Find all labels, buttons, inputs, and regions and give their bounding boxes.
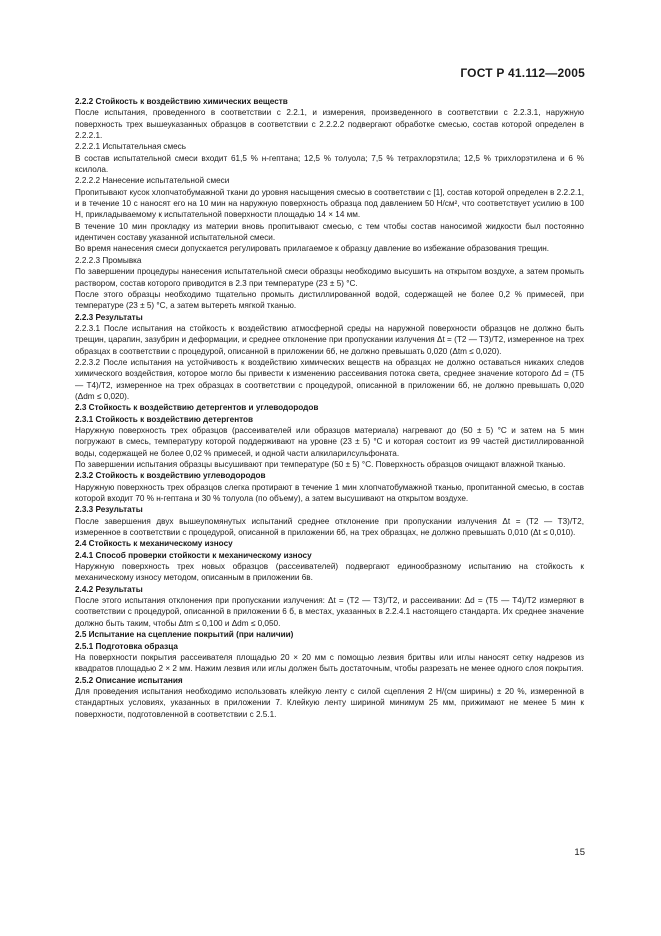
paragraph: После этого образцы необходимо тщательно промыть дистиллированной водой, содержащей не более 0,2 % примесей, при температуре (23 ± 5) °С, а затем вытереть мягкой тканью. bbox=[75, 289, 584, 311]
subsection-heading: 2.2.2.2 Нанесение испытательной смеси bbox=[75, 176, 230, 186]
paragraph: Пропитывают кусок хлопчатобумажной ткани до уровня насыщения смесью в соответствии с [1], состав которой определен в 2.2.2.1, и в течение 10 с наносят его на 10 мин на наружную поверхность образца под давлением 50 Н/см², что соответствует усилию в 100 Н, прикладываемому к испытательной поверхности площадью 14 × 14 мм. bbox=[75, 187, 584, 220]
paragraph: По завершении процедуры нанесения испытательной смеси образцы необходимо высушить на открытом воздухе, а затем промыть раствором, состав которого приводится в 2.3 при температуре (23 ± 5) °С. bbox=[75, 267, 584, 288]
paragraph: Во время нанесения смеси допускается регулировать прилагаемое к образцу давление во избежание образования трещин. bbox=[75, 244, 550, 254]
section-heading: 2.3.3 Результаты bbox=[75, 505, 143, 515]
section-heading: 2.4.1 Способ проверки стойкости к механическому износу bbox=[75, 550, 312, 560]
section-heading: 2.4.2 Результаты bbox=[75, 584, 143, 594]
paragraph: После этого испытания отклонения при пропускании излучения: Δt = (T2 — T3)/T2, и рассеивании: Δd = (T5 — T4)/T2 измеряют в соответствии с процедурой, описанной в приложении 6 б, в местах, указанных в 2.2.4.1 настоящего стандарта. Их среднее значение должно быть таким, чтобы Δtm ≤ 0,100 и Δdm ≤ 0,050. bbox=[75, 596, 584, 628]
paragraph: По завершении испытания образцы высушивают при температуре (50 ± 5) °С. Поверхность образцов очищают влажной тканью. bbox=[75, 460, 566, 469]
paragraph: 2.2.3.2 После испытания на устойчивость к воздействию химических веществ на образцах не должно оставаться никаких следов химического воздействия, которое могло бы привести к изменению рассеивания потока света, среднее значение которого Δd = (T5 — T4)/T2, измеренное на трех образцах в соответствии с процедурой, описанной в приложении 6б, не должно превышать 0,020 (Δdm ≤ 0,020). bbox=[75, 357, 584, 401]
section-heading: 2.3.2 Стойкость к воздействию углеводородов bbox=[75, 471, 266, 481]
section-heading: 2.3.1 Стойкость к воздействию детергентов bbox=[75, 414, 254, 424]
paragraph: Наружную поверхность трех новых образцов (рассеивателей) подвергают единообразному испытанию на стойкость к механическому износу методом, описанным в приложении 6в. bbox=[75, 562, 584, 583]
paragraph: На поверхности покрытия рассеивателя площадью 20 × 20 мм с помощью лезвия бритвы или иглы наносят сетку надрезов из квадратов площадью 2 × 2 мм. Нажим лезвия или иглы должен быть достаточным, чтобы разрезать не менее одного слоя покрытия. bbox=[75, 652, 584, 674]
paragraph: После завершения двух вышеупомянутых испытаний среднее отклонение при пропускании излучения Δt = (T2 — T3)/T2, измеренное в соответствии с процедурой, описанной в приложении 6б, на трех образцах, не должно превышать 0,010 (Δt ≤ 0,010). bbox=[75, 516, 584, 538]
paragraph: В течение 10 мин прокладку из материи вновь пропитывают смесью, с тем чтобы состав наносимой жидкости был постоянно идентичен составу указанной испытательной смеси. bbox=[75, 221, 584, 243]
subsection-heading: 2.2.2.1 Испытательная смесь bbox=[75, 142, 187, 152]
section-heading: 2.2.3 Результаты bbox=[75, 312, 143, 322]
body-text bbox=[75, 96, 584, 720]
section-heading: 2.4 Стойкость к механическому износу bbox=[75, 539, 233, 549]
page-number: 15 bbox=[574, 847, 585, 858]
section-heading: 2.5.1 Подготовка образца bbox=[75, 641, 178, 651]
section-heading: 2.5 Испытание на сцепление покрытий (при наличии) bbox=[75, 630, 294, 640]
standard-id: ГОСТ Р 41.112—2005 bbox=[460, 66, 585, 80]
paragraph: Для проведения испытания необходимо использовать клейкую ленту с силой сцепления 2 Н/(см ширины) ± 20 %, измеренной в стандартных условиях, указанных в приложении 7. Клейкую ленту шириной минимум 25 мм, прижимают не менее 5 мин к поверхности, подготовленной в соответствии с 2.5.1. bbox=[75, 686, 584, 719]
paragraph: Наружную поверхность трех образцов (рассеивателей или образцов материала) нагревают до (50 ± 5) °С и затем на 5 мин погружают в смесь, температуру которой поддерживают на уровне (23 ± 5) °С и которая состоит из 99 частей дистиллированной воды, содержащей не более 0,02 % примесей, и одной части алкиларилсульфоната. bbox=[75, 425, 584, 458]
paragraph: После испытания, проведенного в соответствии с 2.2.1, и измерения, произведенного в соответствии с 2.2.3.1, наружную поверхность трех вышеуказанных образцов в соответствии с 2.2.2.2 подвергают обработке смесью, состав которой определен в 2.2.2.1. bbox=[75, 108, 584, 141]
paragraph: В состав испытательной смеси входит 61,5 % н-гептана; 12,5 % толуола; 7,5 % тетрахлорэтила; 12,5 % трихлорэтилена и 6 % ксилола. bbox=[75, 153, 584, 175]
paragraph: 2.2.3.1 После испытания на стойкость к воздействию атмосферной среды на наружной поверхности образцов не должно быть трещин, царапин, зазубрин и деформации, и среднее отклонение при пропускании излучения Δt = (T2 — T3)/T2, измеренное на трех образцах в соответствии с процедурой, описанной в приложении 6б, не должно превышать 0,020 (Δtm ≤ 0,020). bbox=[75, 323, 584, 356]
subsection-heading: 2.2.2.3 Промывка bbox=[75, 255, 142, 265]
section-heading: 2.5.2 Описание испытания bbox=[75, 675, 183, 685]
paragraph: Наружную поверхность трех образцов слегка протирают в течение 1 мин хлопчатобумажной тканью, пропитанной смесью, в состав которой входит 70 % н-гептана и 30 % толуола (по объему), а затем высушивают на открытом воздухе. bbox=[75, 482, 584, 504]
section-heading: 2.2.2 Стойкость к воздействию химических веществ bbox=[75, 97, 288, 106]
section-heading: 2.3 Стойкость к воздействию детергентов и углеводородов bbox=[75, 403, 319, 413]
